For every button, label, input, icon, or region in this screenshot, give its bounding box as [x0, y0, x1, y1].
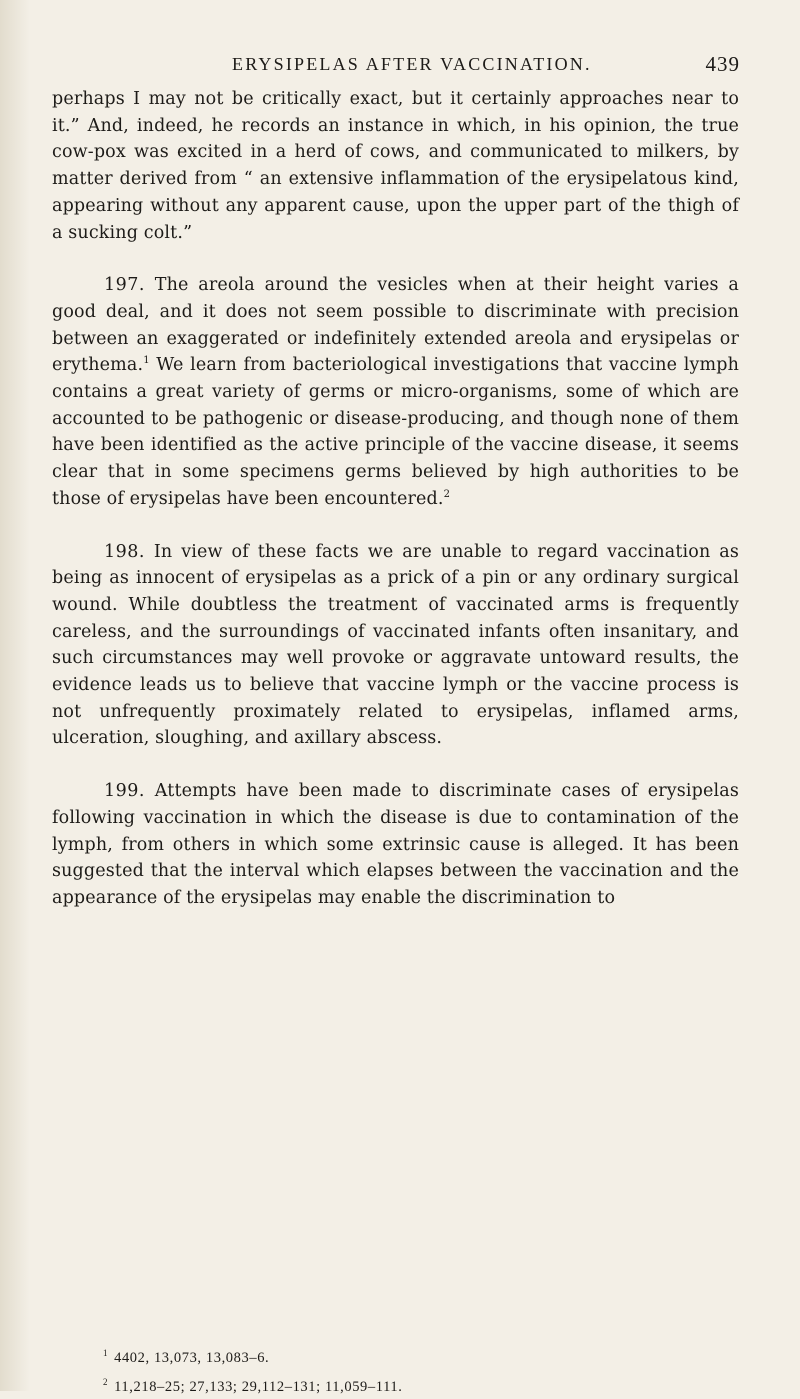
paragraph-continued: [52, 86, 739, 246]
footnote: [103, 1370, 743, 1399]
paragraph-number: 199.: [104, 781, 145, 802]
paragraph-text: We learn from bacteriological investigations that vaccine lymph contains a great variety of germs or micro-organisms, some of which are accounted to be pathogenic or disease-producing, and though none of them have been identified as the active principle of the vaccine disease, it seems clear that in some specimens germs believed by high authorities to be those of erysipelas have been encountered.: [52, 355, 739, 509]
binding-gutter: [0, 0, 30, 1391]
page-number: 439: [705, 52, 740, 76]
paragraph-text: In view of these facts we are unable to regard vaccination as being as innocent of erysipelas as a prick of a pin or any ordinary surgical wound. While doubtless the treatment of vaccinated arms is frequently careless, and the surroundings of vaccinated infants often insanitary, and such circumstances may well provoke or aggravate untoward results, the evidence leads us to believe that vaccine lymph or the vaccine process is not unfrequently proximately related to erysipelas, inflamed arms, ulceration, sloughing, and axillary abscess.: [52, 541, 740, 749]
footnotes: [103, 1341, 743, 1399]
footnote-text: 4402, 13,073, 13,083–6.: [114, 1350, 270, 1366]
footnote-text: 11,218–25; 27,133; 29,112–131; 11,059–111.: [114, 1379, 403, 1395]
footnote-reference: 1: [143, 355, 150, 367]
body-text: [52, 86, 739, 912]
footnote-reference: 2: [443, 488, 451, 500]
paragraph-198: [52, 539, 739, 753]
paragraph-text: Attempts have been made to discriminate cases of erysipelas following vaccination in which the disease is due to contamination of the lymph, from others in which some extrinsic cause is alleged. It has been suggested that the interval which elapses between the vaccination and the appearance of the erysipelas may enable the discrimination to: [52, 781, 739, 908]
page-header: [200, 54, 740, 84]
paragraph-text: The areola around the vesicles when at their height varies a good deal, and it does not seem possible to discriminate with precision between an exaggerated or indefinitely extended areola and erysipelas or erythema.: [52, 275, 739, 376]
paragraph-number: 198.: [104, 541, 145, 562]
running-title: ERYSIPELAS AFTER VACCINATION.: [232, 54, 592, 74]
footnote: [103, 1341, 743, 1370]
paragraph-text: perhaps I may not be critically exact, but it certainly approaches near to it.” And, indeed, he records an instance in which, in his opinion, the true cow-pox was excited in a herd of cows, and communicated to milkers, by matter derived from “ an extensive inflammation of the erysipelatous kind, appearing without any apparent cause, upon the upper part of the thigh of a sucking colt.”: [52, 89, 739, 243]
paragraph-199: [52, 778, 739, 912]
paragraph-number: 197.: [104, 275, 145, 296]
footnote-mark: 1: [103, 1348, 109, 1358]
paragraph-197: [52, 272, 739, 512]
footnote-mark: 2: [103, 1377, 109, 1387]
